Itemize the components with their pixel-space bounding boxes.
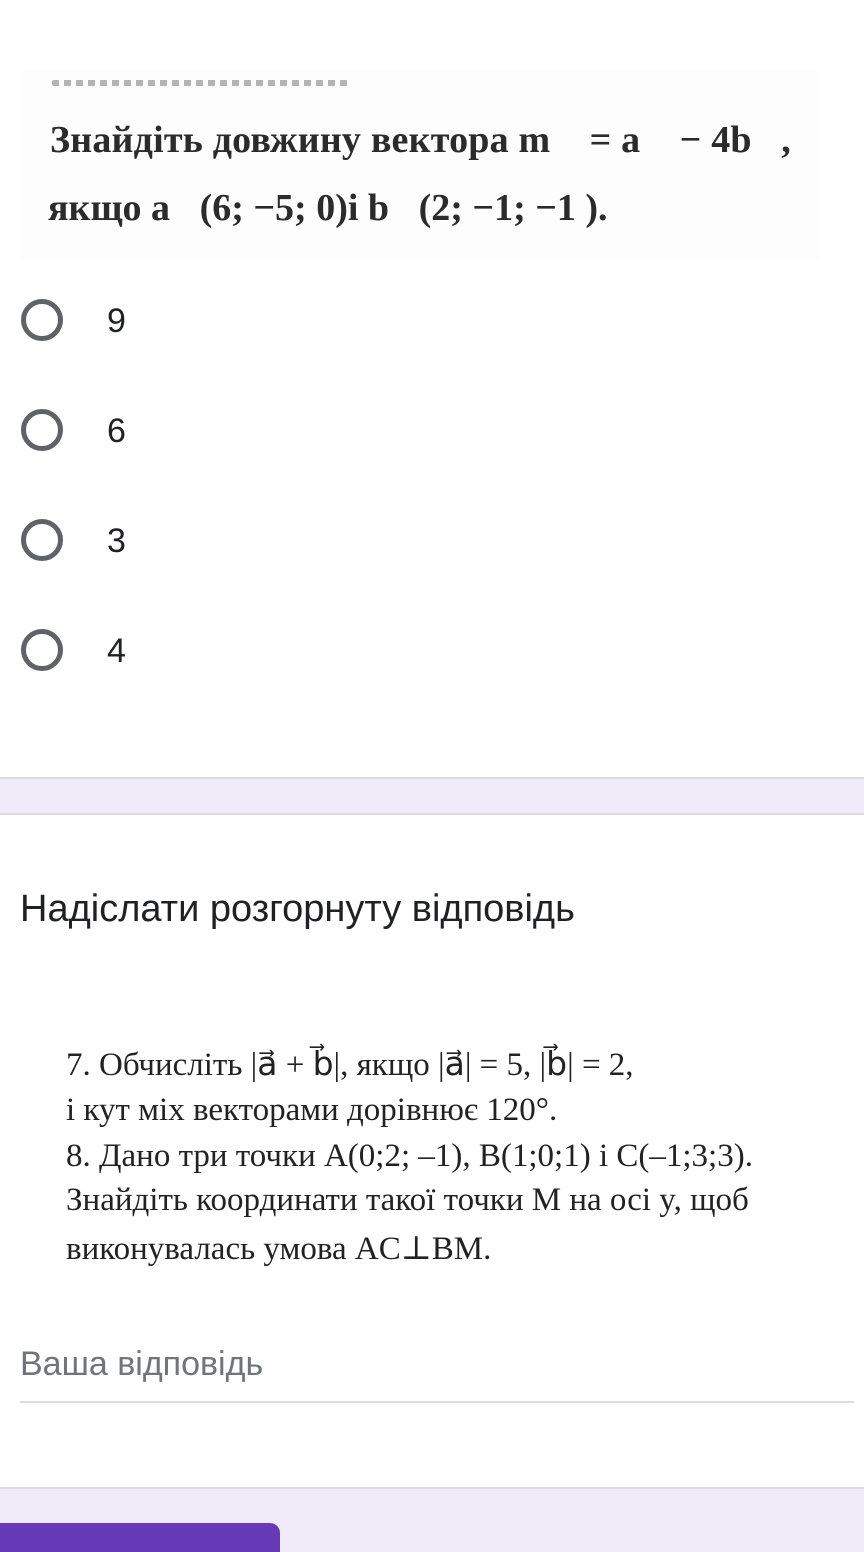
- question-2-line: виконувалась умова AC⊥BM.: [66, 1231, 492, 1267]
- option-label: 6: [107, 412, 126, 450]
- cropped-text-fragment: [52, 80, 348, 86]
- question-1-line-2: якщо a⃗(6; −5; 0)і b⃗(2; −1; −1 ).: [48, 187, 608, 229]
- option-9[interactable]: [0, 270, 864, 380]
- option-label: 9: [107, 302, 126, 340]
- option-label: 4: [107, 632, 126, 670]
- question-1-image: [20, 70, 820, 260]
- submit-button[interactable]: [0, 1523, 280, 1552]
- question-2-line: і кут міх векторами дорівнює 120°.: [66, 1092, 558, 1128]
- question-2-image: [40, 1030, 840, 1270]
- radio-button-icon[interactable]: [21, 409, 63, 451]
- option-4[interactable]: [0, 600, 864, 710]
- question-2-line: 7. Обчисліть |a⃗ + b⃗|, якщо |a⃗| = 5, |b⃗| = 2,: [66, 1047, 634, 1083]
- radio-button-icon[interactable]: [21, 629, 63, 671]
- radio-button-icon[interactable]: [21, 299, 63, 341]
- radio-button-icon[interactable]: [21, 519, 63, 561]
- option-label: 3: [107, 522, 126, 560]
- option-3[interactable]: [0, 490, 864, 600]
- card-separator: [0, 777, 864, 815]
- question-1-line-1: Знайдіть довжину вектора m⃗ = a⃗ − 4b⃗,: [50, 119, 791, 161]
- question-2-line: Знайдіть координати такої точки M на осі y, щоб: [66, 1182, 749, 1218]
- answer-input[interactable]: [20, 1335, 854, 1403]
- question-2-line: 8. Дано три точки A(0;2; –1), B(1;0;1) і C(–1;3;3).: [66, 1138, 753, 1174]
- option-6[interactable]: [0, 380, 864, 490]
- answer-placeholder: Ваша відповідь: [20, 1345, 264, 1383]
- question-2-title: Надіслати розгорнуту відповідь: [20, 888, 575, 930]
